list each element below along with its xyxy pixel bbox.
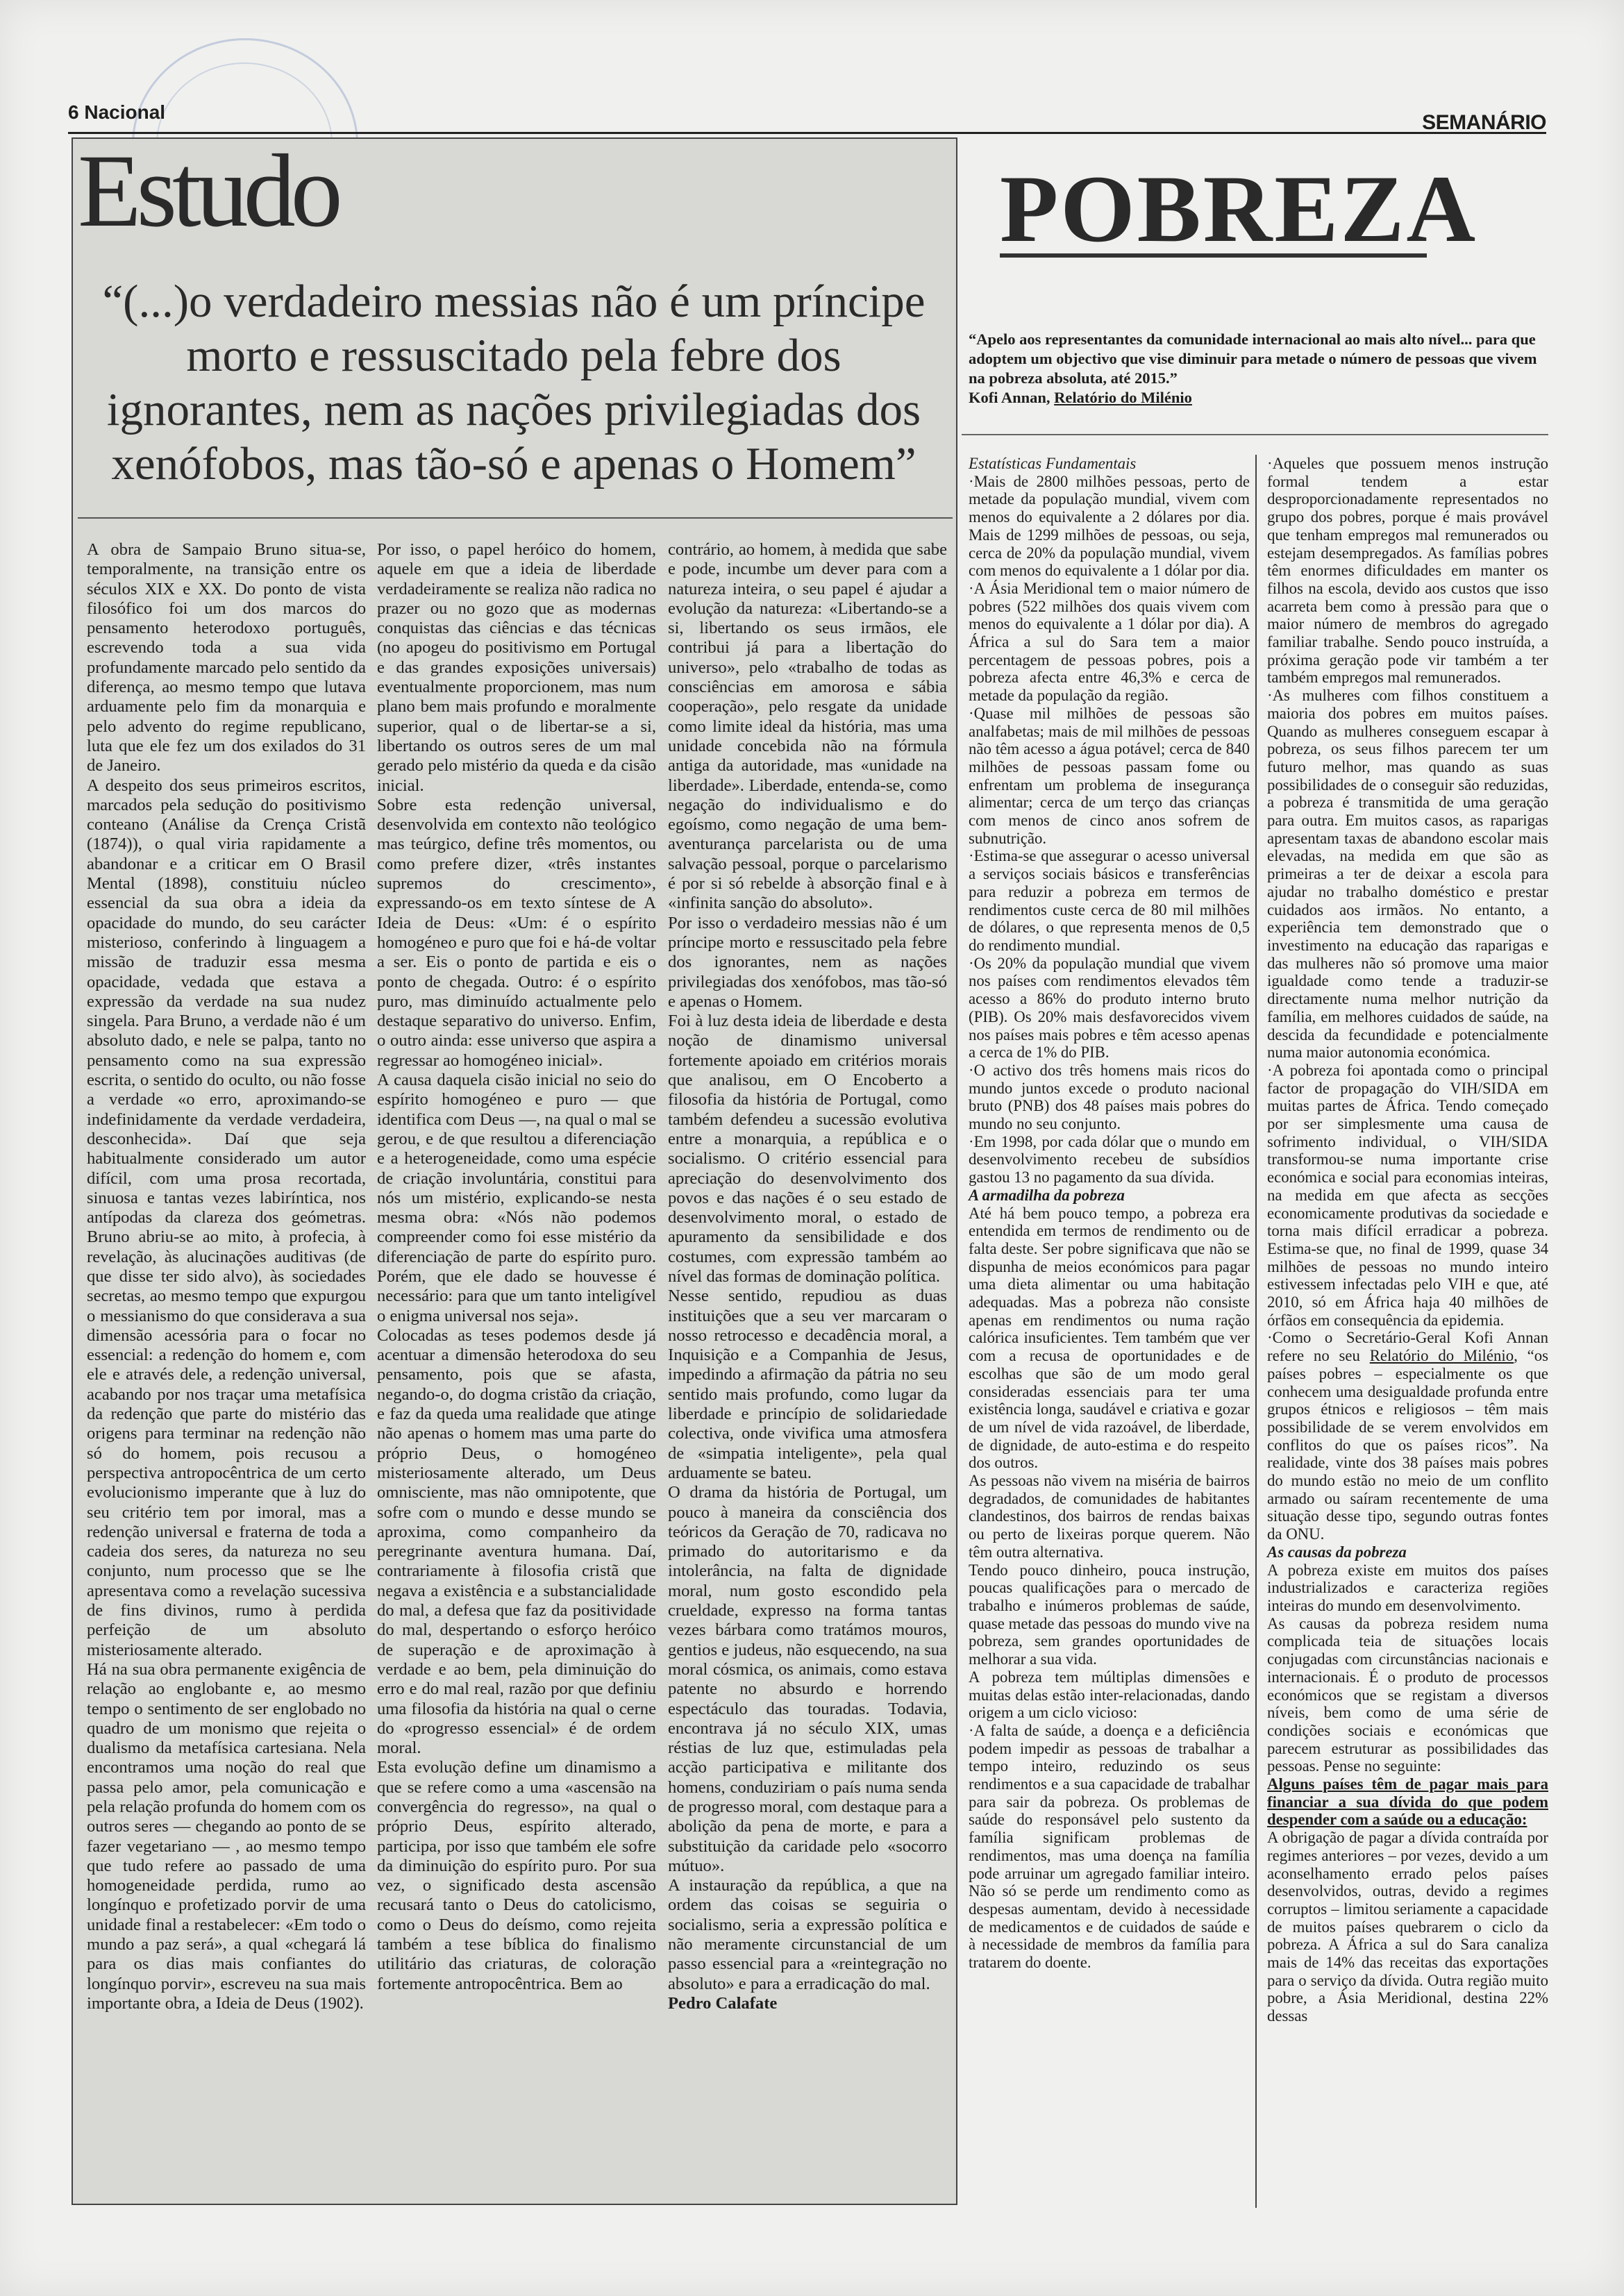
estudo-kicker: Estudo [78, 133, 338, 249]
estudo-column-1 [87, 540, 366, 2013]
epigraph-source: Relatório do Milénio [1054, 389, 1192, 406]
paragraph: Há na sua obra permanente exigência de relação ao englobante e, ao mesmo tempo o sentimento de ser englobado no quadro de um monismo que rejeita o dualismo da metafísica cartesiana. Nela encontramos uma noção do real que passa pelo amor, pela comunicação e pela relação profunda do homem com os outros seres — chegando ao ponto de se fazer vegetariano — , ao mesmo tempo que tudo refere ao passado de uma homogeneidade perdida, rumo ao longínquo e profetizado porvir de uma unidade final a restabelecer: «Em todo o mundo a paz será», a qual «chegará lá para os dias mais confiantes do longínquo porvir», escreveu na sua mais importante obra, a Ideia de Deus (1902). [87, 1659, 366, 2013]
estudo-column-3 [668, 540, 947, 2013]
stat-item: ·O activo dos três homens mais ricos do mundo juntos excede o produto nacional bruto (PNB) dos 48 países mais pobres do mundo no seu conjunto. [969, 1061, 1250, 1133]
section-header: 6 Nacional [68, 101, 166, 123]
paragraph: Por isso o verdadeiro messias não é um príncipe morto e ressuscitado pela febre dos ignorantes, nem as nações privilegiadas dos xenófobos, mas tão-só e apenas o Homem. [668, 913, 947, 1011]
paragraph: Tendo pouco dinheiro, pouca instrução, poucas qualificações para o mercado de trabalho e inúmeros problemas de saúde, quase metade das pessoas do mundo vive na pobreza, sem grandes oportunidades de melhorar a sua vida. [969, 1561, 1250, 1668]
paragraph: Nesse sentido, repudiou as duas instituições que a seu ver marcaram o nosso retrocesso e decadência moral, a Inquisição e a Companhia de Jesus, impedindo a afirmação da pátria no seu sentido mais profundo, como lugar da liberdade e princípio de solidariedade colectiva, onde vivifica uma atmosfera de «simpatia inteligente», pela qual arduamente se bateu. [668, 1287, 947, 1482]
subhead: A armadilha da pobreza [969, 1186, 1125, 1204]
stat-item: ·Em 1998, por cada dólar que o mundo em desenvolvimento recebeu de subsídios gastou 13 no pagamento da sua dívida. [969, 1132, 1250, 1187]
subhead: As causas da pobreza [1267, 1543, 1407, 1561]
newspaper-name: SEMANÁRIO [1422, 111, 1546, 134]
paragraph: ·A falta de saúde, a doença e a deficiência podem impedir as pessoas de trabalhar a tempo inteiro, reduzindo os seus rendimentos e a sua capacidade de trabalhar para sair da pobreza. Os problemas de saúde do responsável pelo sustento da família significam problemas de rendimentos, mas uma doença na família pode arruinar um agregado familiar inteiro. Não só se perde um rendimento como as despesas aumentam, devido à necessidade de medicamentos e de cuidados de saúde e à necessidade de membros da família para tratarem do doente. [969, 1721, 1250, 1972]
paragraph: A pobreza tem múltiplas dimensões e muitas delas estão inter-relacionadas, dando origem a um ciclo vicioso: [969, 1668, 1250, 1722]
paragraph: A pobreza existe em muitos dos países industrializados e caracteriza regiões inteiras do mundo em desenvolvimento. [1267, 1561, 1548, 1614]
paragraph: A obrigação de pagar a dívida contraída por regimes anteriores – por vezes, devido a um aconselhamento errado pelos países desenvolvidos, outras, devido a regimes corruptos – limitou seriamente a capacidade de muitos países quebrarem o ciclo da pobreza. A África a sul do Sara canaliza mais de 14% das receitas das exportações para o serviço da dívida. Outra região muito pobre, a Ásia Meridional, destina 22% dessas [1267, 1829, 1548, 2025]
paragraph: Colocadas as teses podemos desde já acentuar a dimensão heterodoxa do seu pensamento, pois que se afasta, negando-o, do dogma cristão da criação, e faz da queda uma realidade que atinge não apenas o homem mas uma parte do próprio Deus, o homogéneo misteriosamente alterado, um Deus omnisciente, mas não omnipotente, que sofre com o mundo e desse mundo se aproxima, como companheiro da peregrinante aventura humana. Daí, contrariamente à filosofia cristã que negava a existência e a substancialidade do mal, a defesa que faz da positividade do mal, despertando o esforço heróico de superação e de aproximação à verdade e ao bem, pela diminuição do erro e do mal real, razão por que definiu uma filosofia da história na qual o cerne do «progresso essencial» é de ordem moral. [377, 1325, 656, 1758]
paragraph [1267, 1329, 1548, 1543]
title-underline [1000, 253, 1427, 258]
paragraph: Foi à luz desta ideia de liberdade e desta noção de dinamismo universal fortemente apoiado em critérios morais que analisou, em O Encoberto a filosofia da história de Portugal, como também defendeu a sucessão evolutiva entre a monarquia, a república e o socialismo. O critério essencial para apreciação do desenvolvimento dos povos e das nações é o seu estado de desenvolvimento moral, o estado de apuramento da sensibilidade e dos costumes, com expressão também ao nível das formas de dominação política. [668, 1012, 947, 1286]
paragraph: A causa daquela cisão inicial no seio do espírito homogéneo e puro — que identifica com Deus —, na qual o mal se gerou, e de que resultou a diferenciação e a heterogeneidade, como uma espécie de criação involuntária, constitui para nós um mistério, explicando-se nesta mesma obra: «Nós não podemos compreender como foi esse mistério da diferenciação de parte do espírito puro. Porém, que ele dado se houvesse é necessário: para que um tanto inteligível o enigma universal nos seja». [377, 1071, 656, 1325]
paragraph: ·As mulheres com filhos constituem a maioria dos pobres em muitos países. Quando as mulheres conseguem escapar à pobreza, os seus filhos parecem ter um futuro melhor, mas quando as suas possibilidades de o conseguir são reduzidas, a pobreza é transmitida de uma geração para outra. Em muitos casos, as raparigas apresentam taxas de abandono escolar mais elevadas, na medida em que são as primeiras a ter de deixar a escola para ajudar no trabalho doméstico e prestar cuidados aos irmãos. No entanto, a experiência tem demonstrado que o investimento na educação das raparigas e das mulheres não só promove uma maior igualdade como tende a traduzir-se directamente numa melhor nutrição da família, em melhores cuidados de saúde, na descida da fecundidade e potencialmente numa maior autonomia económica. [1267, 687, 1548, 1062]
author-signature: Pedro Calafate [668, 1993, 778, 2013]
paragraph: Esta evolução define um dinamismo a que se refere como a uma «ascensão na convergência do regresso», na qual o próprio Deus, espírito alterado, participa, por isso que também ele sofre da diminuição do espírito puro. Por sua vez, o significado desta ascensão recusará tanto o Deus do catolicismo, como o Deus do deísmo, como rejeita também a tese bíblica do finalismo utilitário das criaturas, de coloração fortemente antropocêntrica. Bem ao [377, 1758, 656, 1993]
paragraph: A instauração da república, a que na ordem das coisas se seguiria o socialismo, seria a expressão política e não meramente circunstancial de um passo essencial para a «reintegração no absoluto» e para a erradicação do mal. [668, 1876, 947, 1993]
paragraph: Por isso, o papel heróico do homem, aquele em que a ideia de liberdade verdadeiramente se realiza não radica no prazer ou no gozo que as modernas conquistas das ciências e das técnicas (no apogeu do positivismo em Portugal e das grandes exposições universais) eventualmente proporcionem, mas num plano bem mais profundo e moralmente superior, qual o de libertar-se a si, libertando os outros seres de um mal gerado pelo mistério da queda e da cisão inicial. [377, 540, 656, 795]
pobreza-column-2 [1267, 455, 1548, 2025]
debt-heading: Alguns países têm de pagar mais para financiar a sua dívida do que podem despender com a saúde ou a educação: [1267, 1775, 1548, 1829]
paragraph: O drama da história de Portugal, um pouco à maneira da consciência dos teóricos da Geração de 70, radicava no primado do autoritarismo e da intolerância, na falta de dignidade moral, num gosto escondido pela crueldade, expresso na forma tantas vezes bárbara como tratámos mouros, gentios e judeus, não esquecendo, na sua moral cósmica, os animais, como estava patente no absurdo e horrendo espectáculo das touradas. Todavia, encontrava já no século XIX, umas réstias de luz que, estimuladas pela acção participativa e militante dos homens, conduziriam o país numa senda de progresso moral, com destaque para a abolição da pena de morte, e para a substituição da caridade pelo «socorro mútuo». [668, 1483, 947, 1875]
quote-rule [78, 517, 953, 519]
paragraph: A despeito dos seus primeiros escritos, marcados pela sedução do positivismo conteano (Análise da Crença Cristã (1874)), o qual viria rapidamente a abandonar e a criticar em O Brasil Mental (1898), constituiu núcleo essencial da sua obra a ideia da opacidade do mundo, do seu carácter misterioso, conferindo à linguagem a missão de traduzir essa mesma opacidade, vedada que estava a expressão da verdade na sua nudez singela. Para Bruno, a verdade não é um absoluto dado, e nele se palpa, tanto no pensamento como na sua expressão escrita, o sentido do oculto, ou não fosse a verdade «o erro, aproximando-se indefinidamente da verdade verdadeira, desconhecida». Daí que seja habitualmente considerado um autor difícil, com uma prosa recortada, sinuosa e tantas vezes labiríntica, nos antípodas da clareza dos geómetras. Bruno abriu-se ao mito, à profecia, à revelação, às alucinações auditivas (de que disse ter sido alvo), às sociedades secretas, ao mesmo tempo que expurgou o messianismo do que considerava a sua dimensão acessória para o focar no essencial: a redenção do homem e, com ele e através dele, a redenção universal, acabando por nos traçar uma metafísica da redenção que parte do mistério das origens para terminar na redenção não só do homem, pois recusou a perspectiva antropocêntrica de um certo evolucionismo imperante que à luz do seu critério tem por imoral, mas a redenção universal e fraterna de toda a cadeia dos seres, da natureza no seu conjunto, num processo que se lhe apresentava como a revelação sucessiva de fins divinos, rumo à perdida perfeição de um absoluto misteriosamente alterado. [87, 776, 366, 1659]
subhead: Estatísticas Fundamentais [969, 455, 1137, 472]
paragraph: ·Aqueles que possuem menos instrução formal tendem a estar desproporcionadamente representados no grupo dos pobres, porque é mais provável que tenham empregos mal remunerados ou estejam desempregados. As famílias pobres têm enormes dificuldades em manter os filhos na escola, devido aos custos que isso acarreta bem como à pressão para que o maior número de membros do agregado familiar trabalhe. Sendo pouco instruída, a próxima geração pode vir também a ter também empregos mal remunerados. [1267, 455, 1548, 687]
stat-item: ·Os 20% da população mundial que vivem nos países com rendimentos elevados têm acesso a 86% do produto interno bruto (PIB). Os 20% mais desfavorecidos vivem nos países mais pobres e têm acesso apenas a cerca de 1% do PIB. [969, 954, 1250, 1062]
epigraph [969, 330, 1548, 408]
paragraph: As pessoas não vivem na miséria de bairros degradados, de comunidades de habitantes clandestinos, dos bairros de rendas baixas ou perto de lixeiras porque querem. Não têm outra alternativa. [969, 1472, 1250, 1561]
pobreza-column-1 [969, 455, 1250, 1972]
stat-item: ·Quase mil milhões de pessoas são analfabetas; mais de mil milhões de pessoas não têm acesso a água potável; cerca de 840 milhões de pessoas passam fome ou enfrentam um problema de insegurança alimentar; cerca de um terço das crianças com menos de cinco anos sofrem de subnutrição. [969, 704, 1250, 847]
epigraph-quote: “Apelo aos representantes da comunidade internacional ao mais alto nível... para que adoptem um objectivo que vise diminuir para metade o número de pessoas que vivem na pobreza absoluta, até 2015.” [969, 330, 1537, 387]
paragraph: contrário, ao homem, à medida que sabe e pode, incumbe um dever para com a natureza inteira, o seu papel é ajudar a evolução da natureza: «Libertando-se a si, libertando os seus irmãos, ele contribui já para a libertação do universo», pelo «trabalho de todas as consciências em amorosa e sábia cooperação», pelo resgate da unidade como limite ideal da história, mas uma unidade concebida não na fórmula antiga da autoridade, mas «unidade na liberdade». Liberdade, entenda-se, como negação do individualismo e do egoísmo, como negação de uma bem-aventurança parcelarista ou de uma salvação pessoal, porque o parcelarismo é por si só rebelde à absorção final e à «infinita sanção do absoluto». [668, 540, 947, 913]
report-reference: Relatório do Milénio [1369, 1347, 1514, 1365]
pull-quote: “(...)o verdadeiro messias não é um príncipe morto e ressuscitado pela febre dos ignorantes, nem as nações privilegiadas dos xenófobos, mas tão-só e apenas o Homem” [102, 276, 926, 489]
paragraph: As causas da pobreza residem numa complicada teia de situações locais conjugadas com circunstâncias nacionais e internacionais. É o produto de processos económicos que se registam a diversos níveis, bem como de uma série de condições sociais e económicas que parecem estruturar as possibilidades das pessoas. Pense no seguinte: [1267, 1614, 1548, 1775]
stat-item: ·A Ásia Meridional tem o maior número de pobres (522 milhões dos quais vivem com menos do equivalente a 1 dólar por dia). A África a sul do Sara tem a maior percentagem de pessoas pobres, pois a pobreza afecta entre 46,3% e cerca de metade da população da região. [969, 579, 1250, 705]
stat-item: ·Mais de 2800 milhões pessoas, perto de metade da população mundial, vivem com menos do equivalente a 2 dólares por dia. Mais de 1299 milhões de pessoas, ou seja, cerca de 20% da população mundial, vivem com menos do equivalente a 1 dólar por dia. [969, 472, 1250, 580]
paragraph: Até há bem pouco tempo, a pobreza era entendida em termos de rendimento ou de falta deste. Ser pobre significava que não se dispunha de meios económicos para pagar uma dieta alimentar ou uma habitação adequadas. Mas a pobreza não consiste apenas em rendimentos ou numa ração calórica insuficientes. Tem também que ver com a recusa de oportunidades e de escolhas que são de um modo geral consideradas essenciais para ter uma existência longa, saudável e criativa e gozar de um nível de vida razoável, de liberdade, de dignidade, de auto-estima e do respeito dos outros. [969, 1204, 1250, 1472]
paragraph: A obra de Sampaio Bruno situa-se, temporalmente, na transição entre os séculos XIX e XX. Do ponto de vista filosófico foi um dos marcos do pensamento heterodoxo português, escrevendo toda a sua vida profundamente marcado pelo sentido da diferença, ao mesmo tempo que lutava arduamente pelo fim da monarquia e pelo advento do regime republicano, luta que ele fez um dos exilados do 31 de Janeiro. [87, 540, 366, 776]
column-divider [1255, 455, 1257, 2208]
paragraph: ·A pobreza foi apontada como o principal factor de propagação do VIH/SIDA em muitas partes de África. Tendo começado por ser simplesmente uma causa de sofrimento individual, o VIH/SIDA transformou-se numa importante crise económica e social para economias inteiras, na medida em que afecta as secções economicamente produtivas da sociedade e torna mais difícil erradicar a pobreza. Estima-se que, no final de 1999, quase 34 milhões de pessoas no mundo inteiro estivessem infectadas pelo VIH e que, até 2010, só em África haja 40 milhões de órfãos em consequência da epidemia. [1267, 1061, 1548, 1329]
annan-pre: ·Como o Secretário-Geral Kofi Annan refere no seu [1267, 1329, 1548, 1365]
pobreza-title: POBREZA [1000, 156, 1478, 262]
stat-item: ·Estima-se que assegurar o acesso universal a serviços sociais básicos e transferências para reduzir a pobreza em termos de rendimentos custe cerca de 80 mil milhões de dólares, o que representa menos de 0,5 do rendimento mundial. [969, 847, 1250, 954]
paragraph: Sobre esta redenção universal, desenvolvida em contexto não teológico mas teúrgico, define três momentos, ou como prefere dizer, «três instantes supremos do crescimento», expressando-os em texto síntese de A Ideia de Deus: «Um: é o espírito homogéneo e puro que foi e há-de voltar a ser. Eis o ponto de partida e eis o ponto de chegada. Outro: é o espírito puro, mas diminuído actualmente pelo destaque separativo do universo. Enfim, o outro ainda: esse universo que aspira a regressar ao homogéneo inicial». [377, 795, 656, 1070]
epigraph-rule [962, 434, 1548, 435]
estudo-column-2 [377, 540, 656, 1994]
annan-post: , “os países pobres – especialmente os que conhecem uma desigualdade profunda entre grupos étnicos e religiosos – têm mais possibilidade de se verem envolvidos em conflitos do que os países ricos”. Na realidade, vinte dos 38 países mais pobres do mundo estão no meio de um conflito armado ou saíram recentemente de uma situação desse tipo, segundo outras fontes da ONU. [1267, 1347, 1548, 1543]
epigraph-author: Kofi Annan, [969, 389, 1050, 406]
